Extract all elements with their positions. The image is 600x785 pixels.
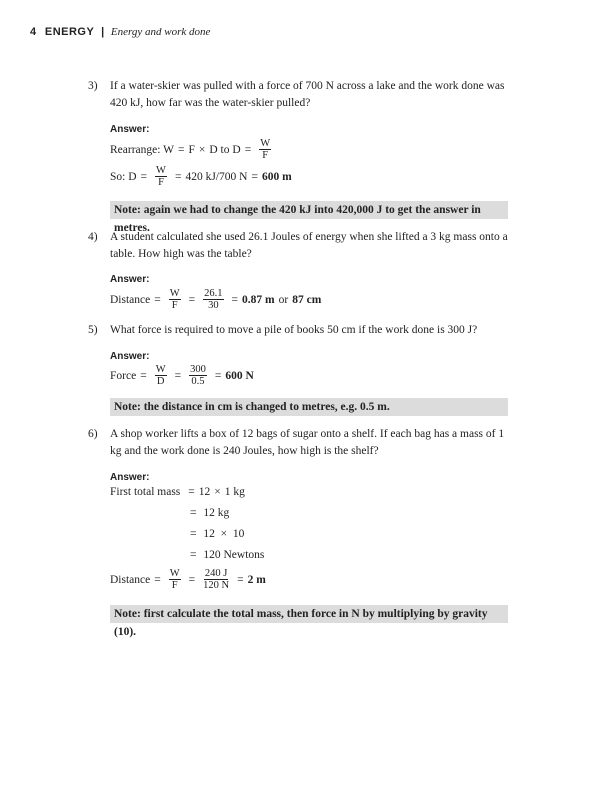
equals-sign: =: [177, 143, 185, 156]
eq-term: 12: [198, 486, 211, 498]
fraction: [189, 364, 207, 387]
question-text: What force is required to move a pile of books 50 cm if the work done is 300 J?: [110, 324, 478, 336]
running-header: [30, 26, 210, 38]
eq-result: 600 m: [261, 170, 292, 183]
equals-sign: =: [190, 549, 197, 561]
equals-sign: =: [174, 170, 182, 183]
fraction: [203, 288, 223, 311]
equals-sign: =: [154, 573, 161, 586]
fraction: [203, 568, 229, 591]
equals-sign: =: [231, 293, 239, 306]
note-box: Note: first calculate the total mass, then force in N by multiplying by gravity (10).: [110, 605, 508, 623]
eq-result: 0.87 m: [242, 293, 275, 306]
equation-step: [186, 528, 244, 540]
question-4: [88, 229, 518, 263]
fraction: [169, 288, 181, 311]
fraction: [169, 568, 181, 591]
equals-sign: =: [237, 573, 244, 586]
eq-lead: Rearrange: W: [110, 143, 174, 156]
equation-rearrange: [110, 138, 275, 161]
eq-result-alt: 87 cm: [292, 293, 322, 306]
denominator: F: [158, 177, 164, 188]
equation-step: [186, 507, 229, 519]
equals-sign: =: [174, 369, 182, 382]
times-sign: ×: [198, 143, 206, 156]
eq-lead: So: D: [110, 170, 137, 183]
equals-sign: =: [140, 369, 147, 382]
numerator: W: [260, 138, 271, 149]
eq-lead: Distance: [110, 293, 151, 306]
header-separator: |: [101, 26, 105, 38]
note-box: Note: the distance in cm is changed to metres, e.g. 0.5 m.: [110, 398, 508, 416]
equation-total-mass: [110, 486, 245, 498]
question-3: [88, 78, 518, 112]
equals-sign: =: [188, 486, 195, 498]
section-title: ENERGY: [44, 26, 95, 38]
denominator: F: [262, 150, 269, 161]
denominator: F: [171, 580, 178, 591]
question-text: A shop worker lifts a box of 12 bags of sugar onto a shelf. If each bag has a mass of 1 kg and the work done is 240 Joules, how high is the shelf?: [110, 428, 505, 457]
numerator: 26.1: [204, 288, 223, 299]
question-6: [88, 426, 518, 460]
denominator: 120 N: [203, 580, 230, 591]
numerator: W: [169, 288, 180, 299]
denominator: D: [156, 376, 165, 387]
step-text: 120 Newtons: [203, 549, 265, 561]
numerator: W: [155, 364, 166, 375]
numerator: 300: [190, 364, 206, 375]
equals-sign: =: [244, 143, 252, 156]
equation-so: [110, 165, 292, 188]
fraction: [259, 138, 271, 161]
eq-lead: First total mass: [110, 486, 181, 498]
equation-distance: [110, 288, 321, 311]
page-number: 4: [30, 26, 37, 38]
numerator: W: [169, 568, 180, 579]
question-number: 3): [88, 80, 98, 92]
equals-sign: =: [188, 573, 196, 586]
denominator: 30: [208, 300, 219, 311]
equation-distance: [110, 568, 266, 591]
eq-d-to: D to D: [209, 143, 241, 156]
answer-label: Answer:: [110, 472, 150, 483]
question-text: A student calculated she used 26.1 Joules of energy when she lifted a 3 kg mass onto a table. How high was the table?: [110, 231, 508, 260]
note-box: Note: again we had to change the 420 kJ into 420,000 J to get the answer in metres.: [110, 201, 508, 219]
eq-symbol-f: F: [188, 143, 195, 156]
eq-result: 2 m: [247, 573, 266, 586]
question-number: 5): [88, 324, 98, 336]
eq-lead: Distance: [110, 573, 151, 586]
question-number: 4): [88, 231, 98, 243]
equals-sign: =: [154, 293, 161, 306]
eq-result: 600 N: [225, 369, 254, 382]
question-text: If a water-skier was pulled with a force of 700 N across a lake and the work done was 420 kJ, how far was the water-skier pulled?: [110, 80, 505, 109]
eq-calc: 420 kJ/700 N: [185, 170, 248, 183]
answer-label: Answer:: [110, 274, 150, 285]
equation-step: [186, 549, 264, 561]
times-sign: ×: [214, 486, 221, 498]
section-subtitle: Energy and work done: [110, 26, 211, 38]
denominator: 0.5: [191, 376, 205, 387]
denominator: F: [171, 300, 178, 311]
numerator: 240 J: [204, 568, 228, 579]
equation-force: [110, 364, 254, 387]
question-number: 6): [88, 428, 98, 440]
equals-sign: =: [188, 293, 196, 306]
step-text: 12 × 10: [203, 528, 245, 540]
equals-sign: =: [251, 170, 258, 183]
fraction: [155, 165, 167, 188]
answer-label: Answer:: [110, 351, 150, 362]
question-5: [88, 322, 518, 339]
eq-lead: Force: [110, 369, 137, 382]
eq-alt: or: [278, 293, 289, 306]
equals-sign: =: [140, 170, 148, 183]
fraction: [155, 364, 167, 387]
step-text: 12 kg: [203, 507, 230, 519]
eq-term: 1 kg: [224, 486, 245, 498]
equals-sign: =: [190, 507, 197, 519]
equals-sign: =: [190, 528, 197, 540]
equals-sign: =: [214, 369, 222, 382]
numerator: W: [156, 165, 166, 176]
answer-label: Answer:: [110, 124, 150, 135]
